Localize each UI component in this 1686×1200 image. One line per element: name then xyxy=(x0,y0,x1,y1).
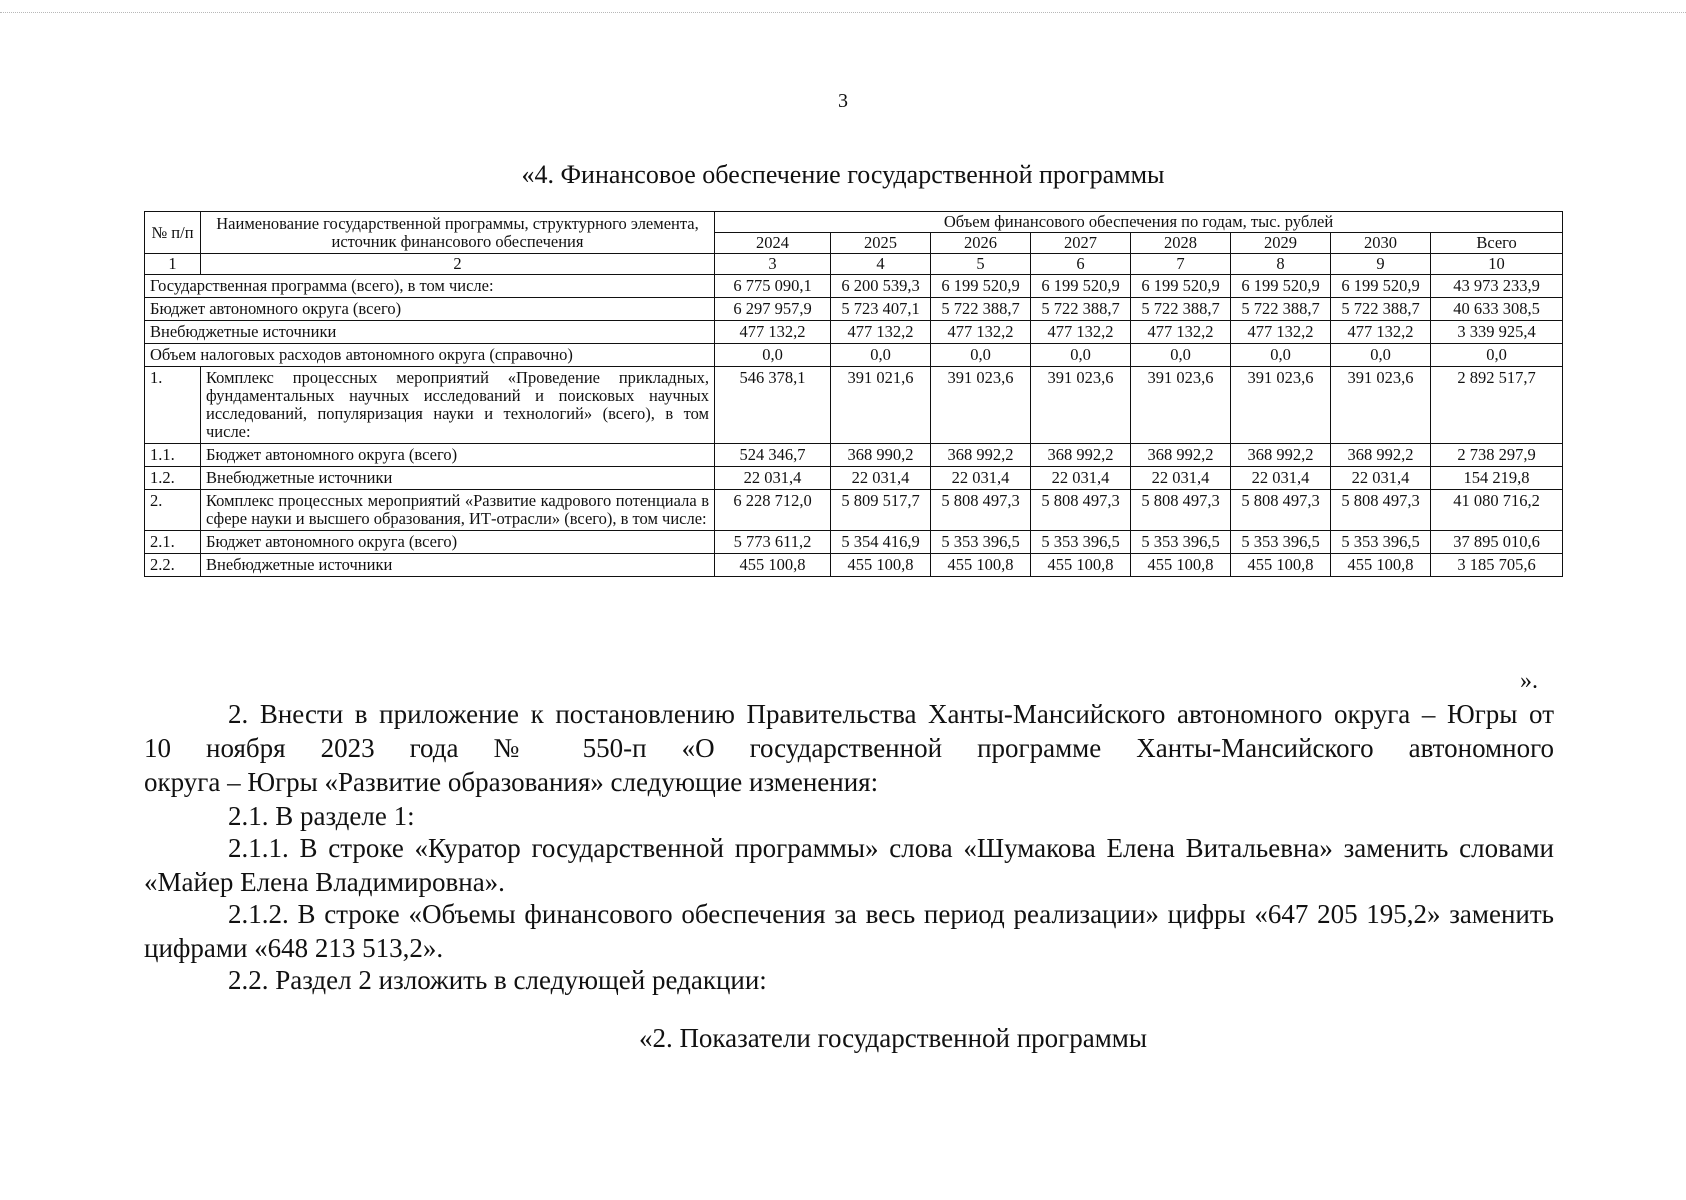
row-year-value: 22 031,4 xyxy=(831,467,931,490)
header-column-index: 4 xyxy=(831,254,931,275)
row-name: Объем налоговых расходов автономного округа (справочно) xyxy=(145,344,715,367)
table-row xyxy=(145,367,1563,444)
header-index-row xyxy=(145,254,1563,275)
header-column-index: 3 xyxy=(715,254,831,275)
row-year-value: 0,0 xyxy=(831,344,931,367)
table-row xyxy=(145,467,1563,490)
row-year-value: 368 992,2 xyxy=(931,444,1031,467)
header-column-index: 6 xyxy=(1031,254,1131,275)
row-year-value: 391 023,6 xyxy=(1331,367,1431,444)
header-year: 2025 xyxy=(831,233,931,254)
row-number: 2.2. xyxy=(145,554,201,577)
row-year-value: 5 722 388,7 xyxy=(1231,298,1331,321)
paragraph-2-2: 2.2. Раздел 2 изложить в следующей редакции: xyxy=(228,965,767,995)
row-year-value: 0,0 xyxy=(1231,344,1331,367)
row-year-value: 477 132,2 xyxy=(931,321,1031,344)
paragraph-2-line-2: 10 ноября 2023 года № 550-п «О государственной программе Ханты-Мансийского автономного xyxy=(144,733,1554,763)
row-year-value: 6 199 520,9 xyxy=(1231,275,1331,298)
row-year-value: 22 031,4 xyxy=(1231,467,1331,490)
section-title: «4. Финансовое обеспечение государственной программы xyxy=(521,160,1165,189)
row-year-value: 5 722 388,7 xyxy=(931,298,1031,321)
row-name: Внебюджетные источники xyxy=(201,467,715,490)
row-year-value: 5 722 388,7 xyxy=(1031,298,1131,321)
row-year-value: 455 100,8 xyxy=(931,554,1031,577)
row-name: Комплекс процессных мероприятий «Проведение прикладных, фундаментальных научных исследований и поисковых научных исследований, популяризация науки и технологий» (всего), в том числе: xyxy=(201,367,715,444)
row-year-value: 5 353 396,5 xyxy=(931,531,1031,554)
row-year-value: 477 132,2 xyxy=(831,321,931,344)
header-year: 2028 xyxy=(1131,233,1231,254)
header-year: 2029 xyxy=(1231,233,1331,254)
row-year-value: 6 775 090,1 xyxy=(715,275,831,298)
row-year-value: 5 353 396,5 xyxy=(1031,531,1131,554)
row-year-value: 6 199 520,9 xyxy=(931,275,1031,298)
row-total-value: 41 080 716,2 xyxy=(1431,490,1563,531)
row-total-value: 3 185 705,6 xyxy=(1431,554,1563,577)
table-row xyxy=(145,444,1563,467)
row-year-value: 6 199 520,9 xyxy=(1131,275,1231,298)
row-year-value: 5 809 517,7 xyxy=(831,490,931,531)
table-header xyxy=(145,212,1563,275)
page-number: 3 xyxy=(838,90,848,112)
row-number: 2. xyxy=(145,490,201,531)
row-year-value: 477 132,2 xyxy=(1331,321,1431,344)
row-year-value: 391 023,6 xyxy=(1131,367,1231,444)
row-year-value: 391 023,6 xyxy=(1231,367,1331,444)
row-year-value: 368 992,2 xyxy=(1031,444,1131,467)
row-name: Бюджет автономного округа (всего) xyxy=(145,298,715,321)
table-row xyxy=(145,531,1563,554)
row-year-value: 477 132,2 xyxy=(715,321,831,344)
paragraph-2-1: 2.1. В разделе 1: xyxy=(228,801,415,831)
header-column-index: 2 xyxy=(201,254,715,275)
row-total-value: 37 895 010,6 xyxy=(1431,531,1563,554)
row-year-value: 391 023,6 xyxy=(931,367,1031,444)
row-year-value: 455 100,8 xyxy=(715,554,831,577)
header-column-index: 9 xyxy=(1331,254,1431,275)
row-name: Внебюджетные источники xyxy=(145,321,715,344)
row-year-value: 0,0 xyxy=(1031,344,1131,367)
row-year-value: 477 132,2 xyxy=(1031,321,1131,344)
row-number: 1.2. xyxy=(145,467,201,490)
row-year-value: 22 031,4 xyxy=(1031,467,1131,490)
row-number: 2.1. xyxy=(145,531,201,554)
row-name: Внебюджетные источники xyxy=(201,554,715,577)
row-name: Бюджет автономного округа (всего) xyxy=(201,531,715,554)
row-total-value: 2 738 297,9 xyxy=(1431,444,1563,467)
header-year: 2026 xyxy=(931,233,1031,254)
row-year-value: 0,0 xyxy=(1331,344,1431,367)
row-year-value: 5 353 396,5 xyxy=(1331,531,1431,554)
row-year-value: 0,0 xyxy=(1131,344,1231,367)
row-total-value: 154 219,8 xyxy=(1431,467,1563,490)
row-total-value: 2 892 517,7 xyxy=(1431,367,1563,444)
header-column-index: 1 xyxy=(145,254,201,275)
header-year: 2030 xyxy=(1331,233,1431,254)
row-year-value: 455 100,8 xyxy=(1331,554,1431,577)
row-year-value: 5 808 497,3 xyxy=(1331,490,1431,531)
paragraph-2-line-1: 2. Внести в приложение к постановлению Правительства Ханты-Мансийского автономного округа – Югры от xyxy=(228,699,1554,729)
paragraph-2-1-2: 2.1.2. В строке «Объемы финансового обеспечения за весь период реализации» цифры «647 205 195,2» заменить цифрами «648 213 513,2». xyxy=(144,899,1554,963)
row-year-value: 391 021,6 xyxy=(831,367,931,444)
row-name: Комплекс процессных мероприятий «Развитие кадрового потенциала в сфере науки и высшего образования, ИТ-отрасли» (всего), в том числе: xyxy=(201,490,715,531)
financing-table xyxy=(144,211,1563,577)
header-year: 2024 xyxy=(715,233,831,254)
row-total-value: 0,0 xyxy=(1431,344,1563,367)
row-year-value: 22 031,4 xyxy=(931,467,1031,490)
row-year-value: 546 378,1 xyxy=(715,367,831,444)
row-year-value: 5 353 396,5 xyxy=(1231,531,1331,554)
row-year-value: 455 100,8 xyxy=(1031,554,1131,577)
row-year-value: 5 722 388,7 xyxy=(1131,298,1231,321)
table-row xyxy=(145,321,1563,344)
row-year-value: 22 031,4 xyxy=(715,467,831,490)
row-year-value: 368 992,2 xyxy=(1331,444,1431,467)
row-year-value: 368 990,2 xyxy=(831,444,931,467)
scan-edge-line xyxy=(0,12,1686,13)
row-year-value: 455 100,8 xyxy=(831,554,931,577)
row-year-value: 5 353 396,5 xyxy=(1131,531,1231,554)
row-year-value: 6 200 539,3 xyxy=(831,275,931,298)
table-body xyxy=(145,275,1563,577)
row-year-value: 0,0 xyxy=(931,344,1031,367)
table-row xyxy=(145,344,1563,367)
row-year-value: 455 100,8 xyxy=(1131,554,1231,577)
row-total-value: 43 973 233,9 xyxy=(1431,275,1563,298)
header-column-index: 5 xyxy=(931,254,1031,275)
row-year-value: 5 723 407,1 xyxy=(831,298,931,321)
row-year-value: 22 031,4 xyxy=(1331,467,1431,490)
row-year-value: 477 132,2 xyxy=(1131,321,1231,344)
row-name: Государственная программа (всего), в том числе: xyxy=(145,275,715,298)
row-year-value: 5 354 416,9 xyxy=(831,531,931,554)
header-row-1 xyxy=(145,212,1563,233)
header-name: Наименование государственной программы, структурного элемента, источник финансового обеспечения xyxy=(201,212,715,254)
row-year-value: 5 808 497,3 xyxy=(1131,490,1231,531)
indicators-subtitle: «2. Показатели государственной программы xyxy=(638,1023,1148,1053)
row-year-value: 5 773 611,2 xyxy=(715,531,831,554)
row-total-value: 3 339 925,4 xyxy=(1431,321,1563,344)
header-column-index: 8 xyxy=(1231,254,1331,275)
row-year-value: 22 031,4 xyxy=(1131,467,1231,490)
table-row xyxy=(145,298,1563,321)
paragraph-2 xyxy=(144,697,1554,799)
header-year: 2027 xyxy=(1031,233,1131,254)
header-column-index: 10 xyxy=(1431,254,1563,275)
row-year-value: 6 199 520,9 xyxy=(1031,275,1131,298)
header-funding-group: Объем финансового обеспечения по годам, тыс. рублей xyxy=(715,212,1563,233)
row-year-value: 5 808 497,3 xyxy=(1231,490,1331,531)
row-total-value: 40 633 308,5 xyxy=(1431,298,1563,321)
row-year-value: 455 100,8 xyxy=(1231,554,1331,577)
row-year-value: 6 297 957,9 xyxy=(715,298,831,321)
table-row xyxy=(145,275,1563,298)
row-year-value: 368 992,2 xyxy=(1131,444,1231,467)
row-year-value: 5 808 497,3 xyxy=(1031,490,1131,531)
paragraph-2-1-1: 2.1.1. В строке «Куратор государственной программы» слова «Шумакова Елена Витальевна» заменить словами «Майер Елена Владимировна». xyxy=(144,833,1554,897)
table-row xyxy=(145,490,1563,531)
header-num: № п/п xyxy=(145,212,201,254)
row-year-value: 5 808 497,3 xyxy=(931,490,1031,531)
table-row xyxy=(145,554,1563,577)
header-column-index: 7 xyxy=(1131,254,1231,275)
row-name: Бюджет автономного округа (всего) xyxy=(201,444,715,467)
row-year-value: 368 992,2 xyxy=(1231,444,1331,467)
row-year-value: 391 023,6 xyxy=(1031,367,1131,444)
row-year-value: 6 199 520,9 xyxy=(1331,275,1431,298)
row-year-value: 0,0 xyxy=(715,344,831,367)
paragraph-2-line-3: округа – Югры «Развитие образования» следующие изменения: xyxy=(144,767,879,797)
header-year: Всего xyxy=(1431,233,1563,254)
closing-quote: ». xyxy=(1520,668,1538,694)
row-year-value: 477 132,2 xyxy=(1231,321,1331,344)
row-number: 1. xyxy=(145,367,201,444)
row-year-value: 5 722 388,7 xyxy=(1331,298,1431,321)
row-year-value: 524 346,7 xyxy=(715,444,831,467)
row-number: 1.1. xyxy=(145,444,201,467)
row-year-value: 6 228 712,0 xyxy=(715,490,831,531)
